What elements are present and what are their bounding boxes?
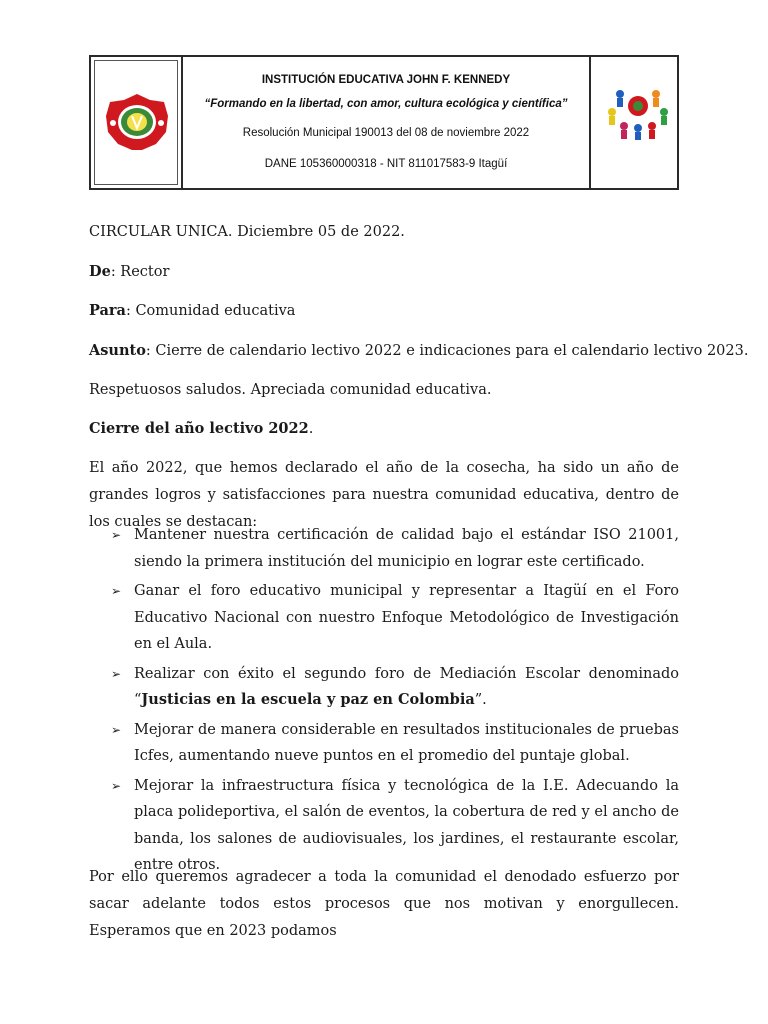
list-item-text: Mantener nuestra certificación de calidad bajo el estándar ISO 21001, siendo la primera institución del municipio en lograr este certificado. (134, 527, 679, 570)
section-title: Cierre del año lectivo 2022 (89, 420, 309, 437)
arrow-bullet-icon: ➢ (111, 584, 122, 598)
school-crest-icon (104, 92, 170, 152)
resolution-text: Resolución Municipal 190013 del 08 de noviembre 2022 (242, 127, 530, 139)
section-title-end: . (308, 421, 314, 437)
circular-line (89, 222, 405, 242)
arrow-bullet-icon: ➢ (111, 778, 122, 793)
arrow-bullet-icon: ➢ (111, 722, 122, 737)
list-item-text: Ganar el foro educativo municipal y representar a Itagüí en el Foro Educativo Nacional con nuestro Enfoque Metodológico de Investigación en el Aula. (134, 583, 679, 652)
closing-paragraph: Por ello queremos agradecer a toda la comunidad el denodado esfuerzo por sacar adelante todos estos procesos que nos motivan y enorgullecen. Esperamos que en 2023 podamos (89, 869, 679, 939)
letterhead (89, 55, 679, 190)
subject-value: : Cierre de calendario lectivo 2022 e indicaciones para el calendario lectivo 2023. (145, 343, 749, 359)
institution-motto: “Formando en la libertad, con amor, cultura ecológica y científica” (204, 98, 568, 110)
arrow-bullet-icon: ➢ (111, 528, 122, 542)
subject-line (89, 341, 748, 361)
list-item (89, 661, 679, 714)
institution-name: INSTITUCIÓN EDUCATIVA JOHN F. KENNEDY (261, 74, 511, 86)
list-item-text-bold: Justicias en la escuela y paz en Colombia (141, 691, 475, 708)
to-line (89, 301, 295, 321)
list-item (89, 773, 679, 879)
children-circle-icon (606, 84, 670, 140)
list-item-text-post: ”. (474, 692, 487, 708)
from-label: De (89, 263, 111, 280)
achievements-list (89, 522, 679, 882)
intro-paragraph: El año 2022, que hemos declarado el año de la cosecha, ha sido un año de grandes logros y satisfacciones para nuestra comunidad educativa, dentro de los cuales se destacan: (89, 460, 679, 530)
circular-label: CIRCULAR UNICA (89, 224, 228, 240)
greeting: Respetuosos saludos. Apreciada comunidad educativa. (89, 382, 492, 398)
to-value: : Comunidad educativa (125, 303, 296, 319)
list-item-text: Mejorar la infraestructura física y tecnológica de la I.E. Adecuando la placa polideportiva, el salón de eventos, la cobertura de red y el ancho de banda, los salones de audiovisuales, los jardines, el restaurante escolar, entre otros. (134, 777, 679, 873)
letterhead-left-cell (91, 57, 183, 188)
list-item-text: Mejorar de manera considerable en resultados institucionales de pruebas Icfes, aumentando nueve puntos en el promedio del puntaje global. (134, 721, 679, 764)
from-line (89, 262, 169, 282)
list-item (89, 578, 679, 658)
list-item (89, 522, 679, 575)
subject-label: Asunto (89, 342, 146, 359)
circular-date: . Diciembre 05 de 2022. (227, 224, 405, 240)
section-heading (89, 419, 313, 439)
list-item-text-pre: Realizar con éxito el segundo foro de Mediación Escolar denominado “ (134, 665, 679, 708)
from-value: : Rector (110, 264, 170, 280)
arrow-bullet-icon: ➢ (111, 666, 122, 681)
letterhead-right-cell (591, 57, 677, 188)
letterhead-text-cell (183, 57, 591, 188)
dane-nit-text: DANE 105360000318 - NIT 811017583-9 Itagüí (264, 158, 508, 170)
to-label: Para (89, 302, 126, 319)
list-item (89, 717, 679, 770)
